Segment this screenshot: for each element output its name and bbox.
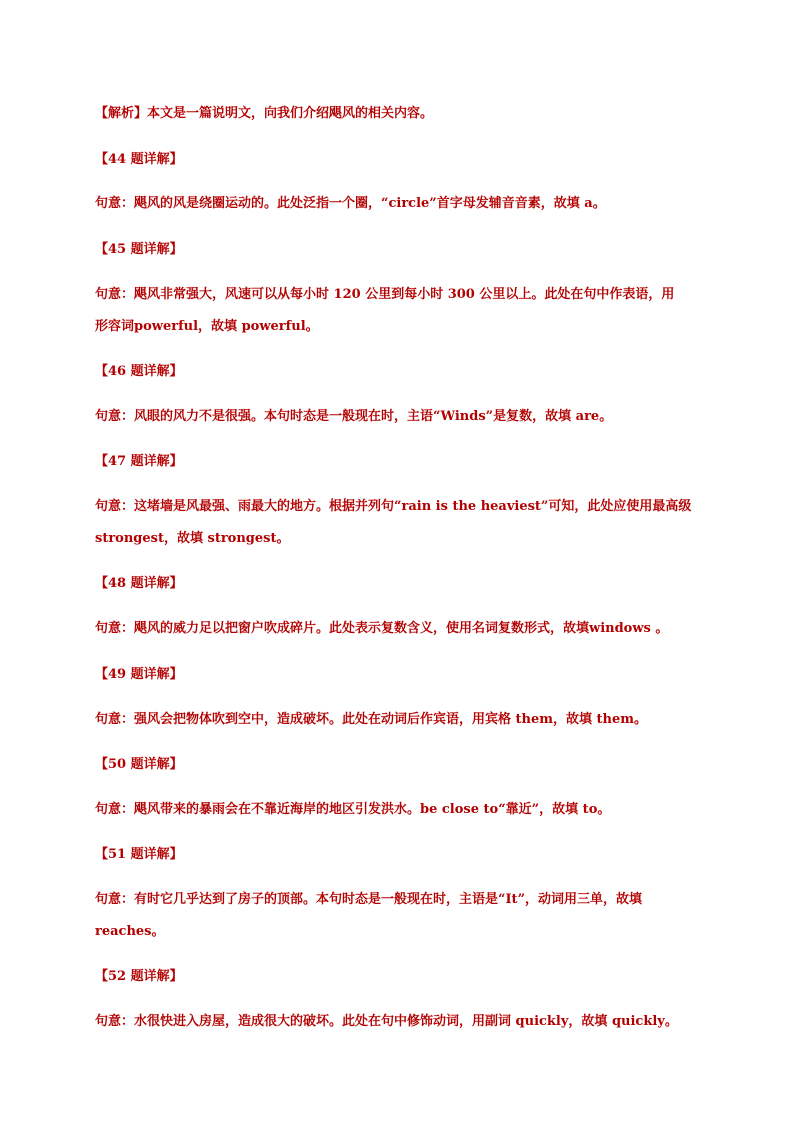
q44-header: 【44 题详解】 [95, 152, 183, 167]
q52-header: 【52 题详解】 [95, 969, 183, 984]
q48-explanation: 句意：飓风的威力足以把窗户吹成碎片。此处表示复数含义，使用名词复数形式，故填windows 。 [95, 621, 669, 636]
q51-header: 【51 题详解】 [95, 847, 183, 862]
analysis-intro: 【解析】本文是一篇说明文，向我们介绍飓风的相关内容。 [95, 106, 434, 121]
q52-explanation: 句意：水很快进入房屋，造成很大的破坏。此处在句中修饰动词，用副词 quickly，故填 quickly。 [95, 1014, 678, 1029]
q47-explanation-line-1: 句意：这堵墙是风最强、雨最大的地方。根据并列句“rain is the heaviest”可知，此处应使用最高级 [95, 499, 692, 514]
q49-header: 【49 题详解】 [95, 667, 183, 682]
q46-explanation: 句意：风眼的风力不是很强。本句时态是一般现在时，主语“Winds”是复数，故填 are。 [95, 409, 613, 424]
q47-explanation-line-2: strongest，故填 strongest。 [95, 531, 290, 546]
q49-explanation: 句意：强风会把物体吹到空中，造成破坏。此处在动词后作宾语，用宾格 them，故填 them。 [95, 712, 648, 727]
q50-header: 【50 题详解】 [95, 757, 183, 772]
q50-explanation: 句意：飓风带来的暴雨会在不靠近海岸的地区引发洪水。be close to“靠近”，故填 to。 [95, 802, 611, 817]
q51-explanation-line-1: 句意：有时它几乎达到了房子的顶部。本句时态是一般现在时，主语是“It”，动词用三单，故填 [95, 892, 643, 907]
q45-explanation-line-2: 形容词powerful，故填 powerful。 [95, 319, 319, 334]
q44-explanation: 句意：飓风的风是绕圈运动的。此处泛指一个圈，“circle”首字母发辅音音素，故填 a。 [95, 196, 606, 211]
q51-explanation-line-2: reaches。 [95, 924, 165, 939]
q46-header: 【46 题详解】 [95, 364, 183, 379]
q45-header: 【45 题详解】 [95, 242, 183, 257]
q47-header: 【47 题详解】 [95, 454, 183, 469]
q48-header: 【48 题详解】 [95, 576, 183, 591]
q45-explanation-line-1: 句意：飓风非常强大，风速可以从每小时 120 公里到每小时 300 公里以上。此处在句中作表语，用 [95, 287, 675, 302]
